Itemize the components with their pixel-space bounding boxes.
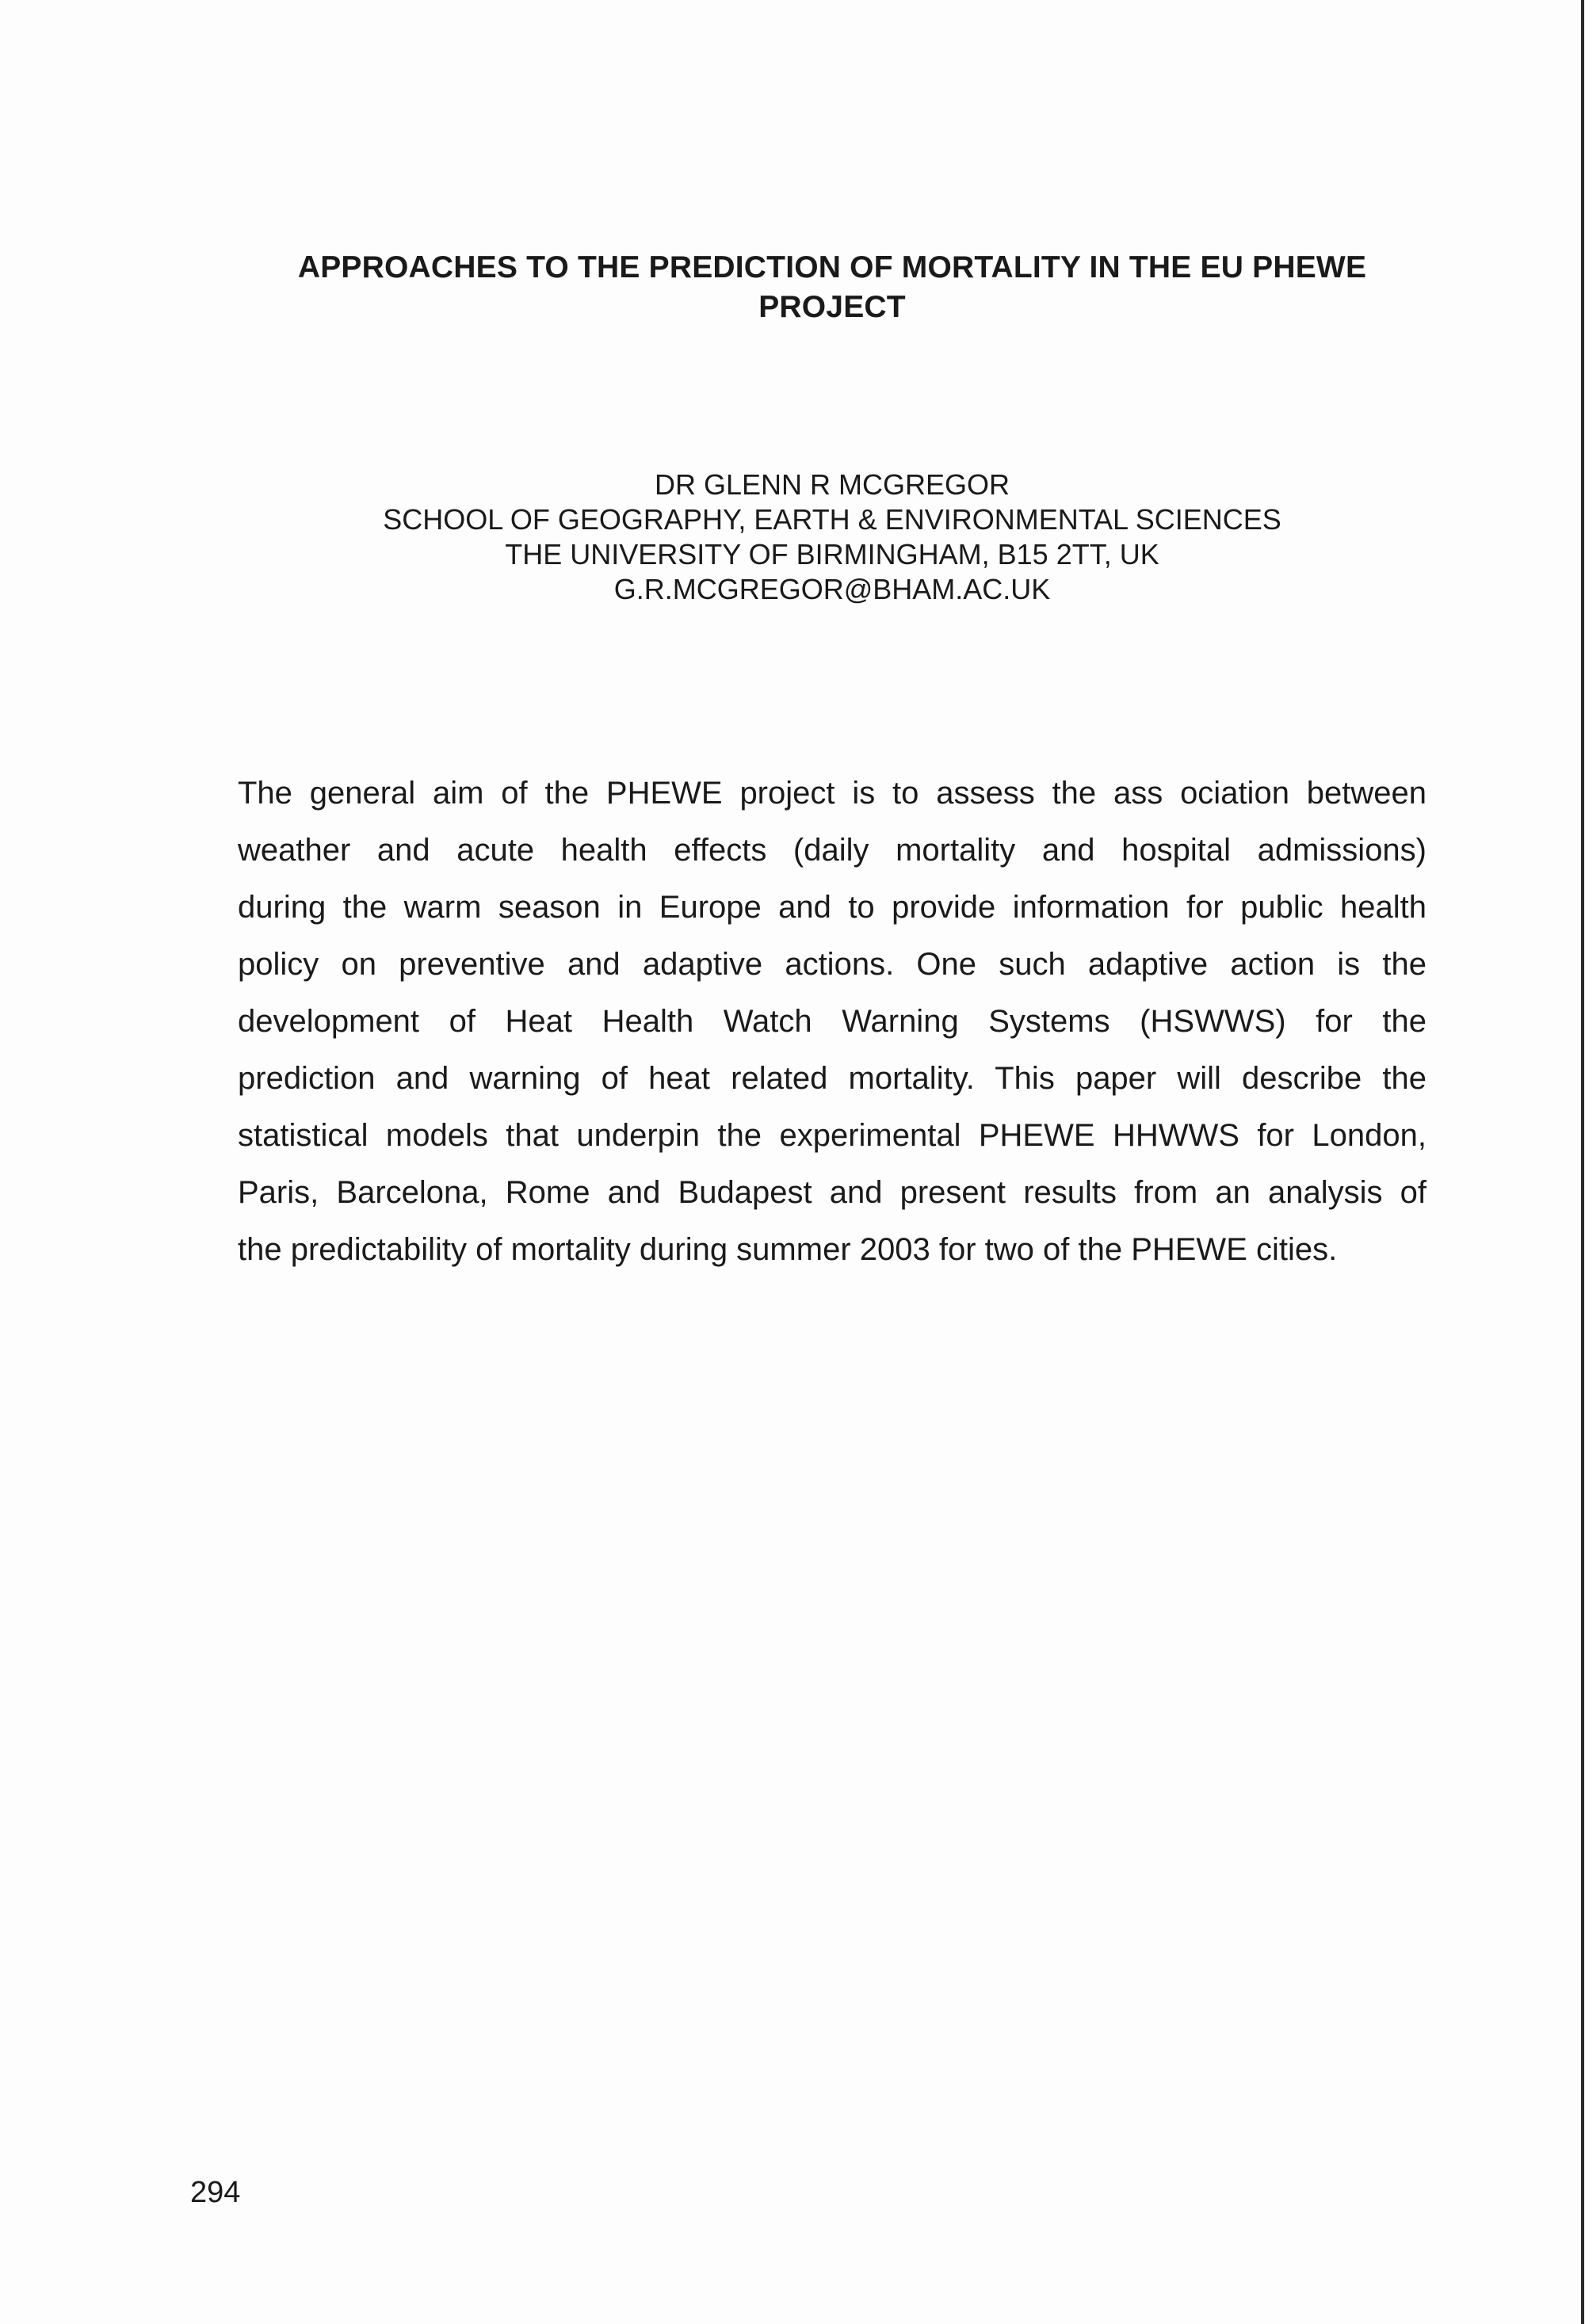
paper-title-line-2: PROJECT xyxy=(758,290,906,324)
abstract-line: policy on preventive and adaptive actions. One such adaptive action is the xyxy=(238,947,1426,982)
author-email: G.R.MCGREGOR@BHAM.AC.UK xyxy=(613,573,1051,605)
abstract-line: development of Heat Health Watch Warning Systems (HSWWS) for the xyxy=(238,1004,1426,1039)
abstract-line: The general aim of the PHEWE project is to assess the ass ociation between xyxy=(238,776,1426,811)
abstract-line: the predictability of mortality during summer 2003 for two of the PHEWE cities. xyxy=(238,1232,1338,1267)
abstract-line: during the warm season in Europe and to provide information for public health xyxy=(238,890,1426,925)
abstract-line: Paris, Barcelona, Rome and Budapest and present results from an analysis of xyxy=(238,1175,1426,1210)
paper-title-line-1: APPROACHES TO THE PREDICTION OF MORTALITY IN THE EU PHEWE xyxy=(297,250,1367,284)
author-name: DR GLENN R MCGREGOR xyxy=(654,468,1010,501)
author-institution: THE UNIVERSITY OF BIRMINGHAM, B15 2TT, UK xyxy=(505,538,1159,571)
abstract-line: prediction and warning of heat related mortality. This paper will describe the xyxy=(238,1061,1426,1096)
page-number: 294 xyxy=(190,2176,241,2209)
abstract-line: weather and acute health effects (daily mortality and hospital admissions) xyxy=(238,833,1426,868)
abstract-line: statistical models that underpin the experimental PHEWE HHWWS for London, xyxy=(238,1118,1426,1153)
page-edge-shadow xyxy=(1581,0,1584,2324)
author-block xyxy=(198,467,1466,607)
abstract-paragraph xyxy=(238,765,1426,1278)
paper-title xyxy=(198,248,1466,327)
author-department: SCHOOL OF GEOGRAPHY, EARTH & ENVIRONMENTAL SCIENCES xyxy=(383,503,1281,536)
